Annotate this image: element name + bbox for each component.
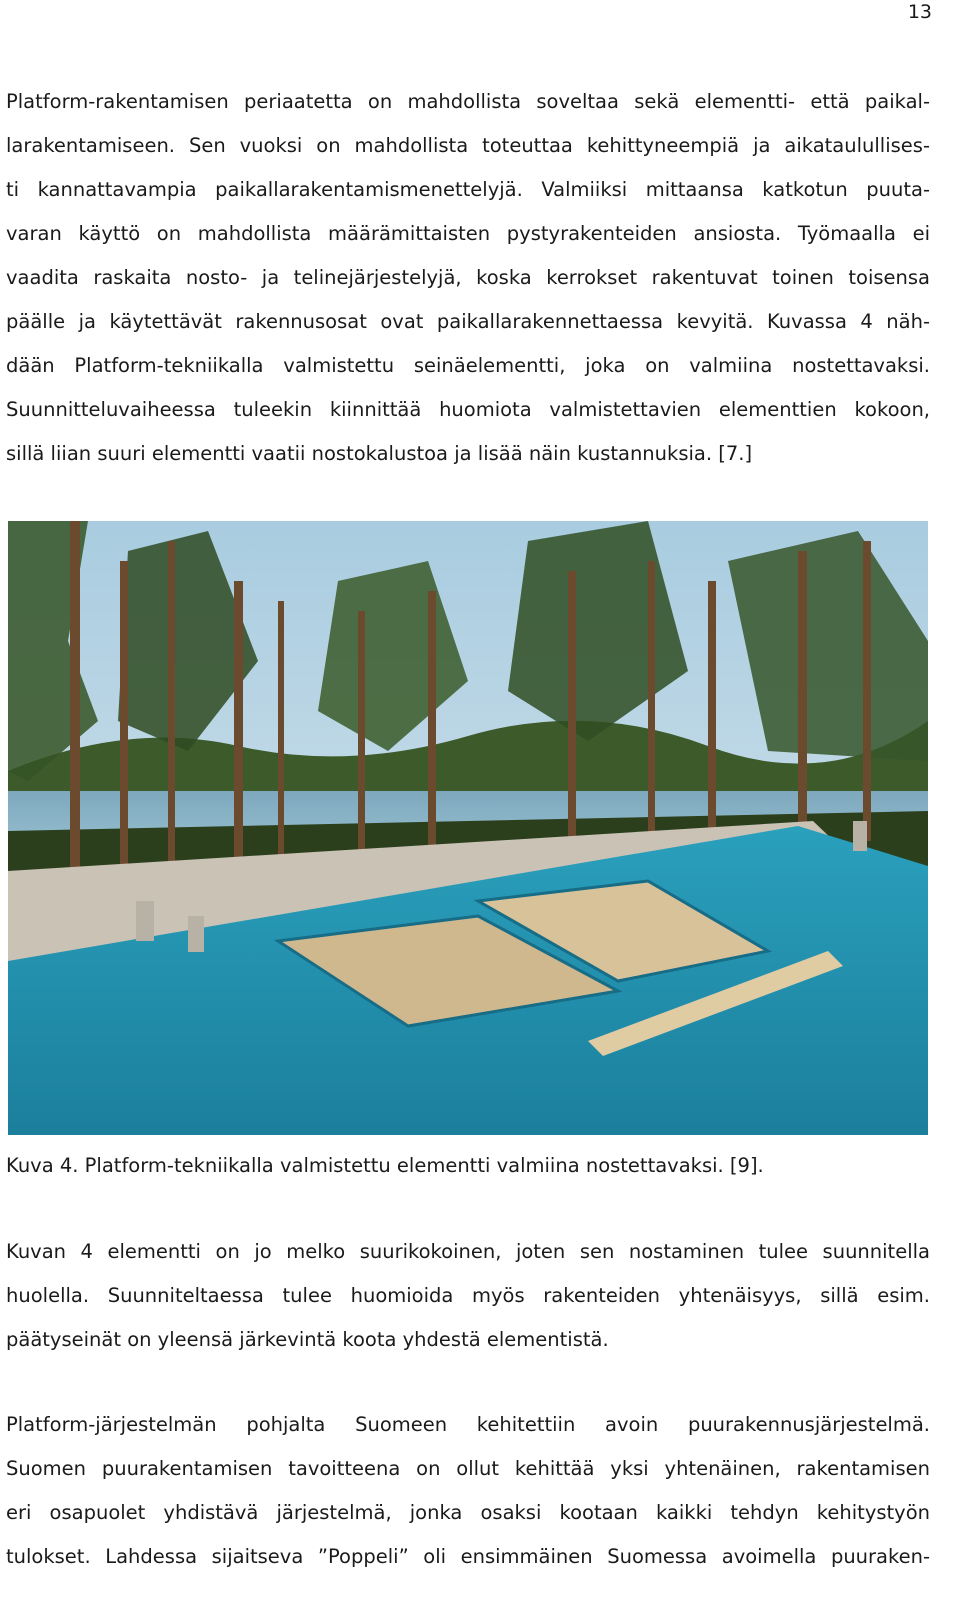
paragraph-line: Platform-järjestelmän pohjalta Suomeen kehitettiin avoin puurakennusjärjestelmä.: [6, 1413, 930, 1436]
paragraph-line: larakentamiseen. Sen vuoksi on mahdollista toteuttaa kehittyneempiä ja aikataulullises-: [6, 134, 930, 157]
paragraph-line: eri osapuolet yhdistävä järjestelmä, jonka osaksi kootaan kaikki tehdyn kehitystyön: [6, 1501, 930, 1524]
paragraph-line: ti kannattavampia paikallarakentamismenettelyjä. Valmiiksi mittaansa katkotun puuta-: [6, 178, 930, 201]
figure-photo-wall-element: [8, 521, 928, 1135]
paragraph-line: päälle ja käytettävät rakennusosat ovat paikallarakennettaessa kevyitä. Kuvassa 4 näh-: [6, 310, 930, 333]
paragraph-line: Suomen puurakentamisen tavoitteena on ollut kehittää yksi yhtenäinen, rakentamisen: [6, 1457, 930, 1480]
paragraph-line: Kuvan 4 elementti on jo melko suurikokoinen, joten sen nostaminen tulee suunnitella: [6, 1240, 930, 1263]
paragraph-platform-principle: [6, 80, 930, 476]
paragraph-line: päätyseinät on yleensä järkevintä koota yhdestä elementistä.: [6, 1328, 609, 1351]
paragraph-line: tulokset. Lahdessa sijaitseva ”Poppeli” oli ensimmäinen Suomessa avoimella puuraken-: [6, 1545, 930, 1568]
paragraph-line: Platform-rakentamisen periaatetta on mahdollista soveltaa sekä elementti- että paikal-: [6, 90, 930, 113]
paragraph-line: Suunnitteluvaiheessa tuleekin kiinnittää huomiota valmistettavien elementtien kokoon,: [6, 398, 930, 421]
paragraph-line: huolella. Suunniteltaessa tulee huomioida myös rakenteiden yhtenäisyys, sillä esim.: [6, 1284, 930, 1307]
page-number: 13: [907, 1, 932, 23]
paragraph-line: dään Platform-tekniikalla valmistettu seinäelementti, joka on valmiina nostettavaksi.: [6, 354, 930, 377]
paragraph-line: vaadita raskaita nosto- ja telinejärjestelyjä, koska kerrokset rakentuvat toinen toisensa: [6, 266, 930, 289]
paragraph-open-system: [6, 1403, 930, 1579]
paragraph-element-size: [6, 1230, 930, 1362]
figure-caption: Kuva 4. Platform-tekniikalla valmistettu elementti valmiina nostettavaksi. [9].: [6, 1154, 764, 1177]
paragraph-line: varan käyttö on mahdollista määrämittaisten pystyrakenteiden ansiosta. Työmaalla ei: [6, 222, 930, 245]
paragraph-line: sillä liian suuri elementti vaatii nostokalustoa ja lisää näin kustannuksia. [7.]: [6, 442, 753, 465]
